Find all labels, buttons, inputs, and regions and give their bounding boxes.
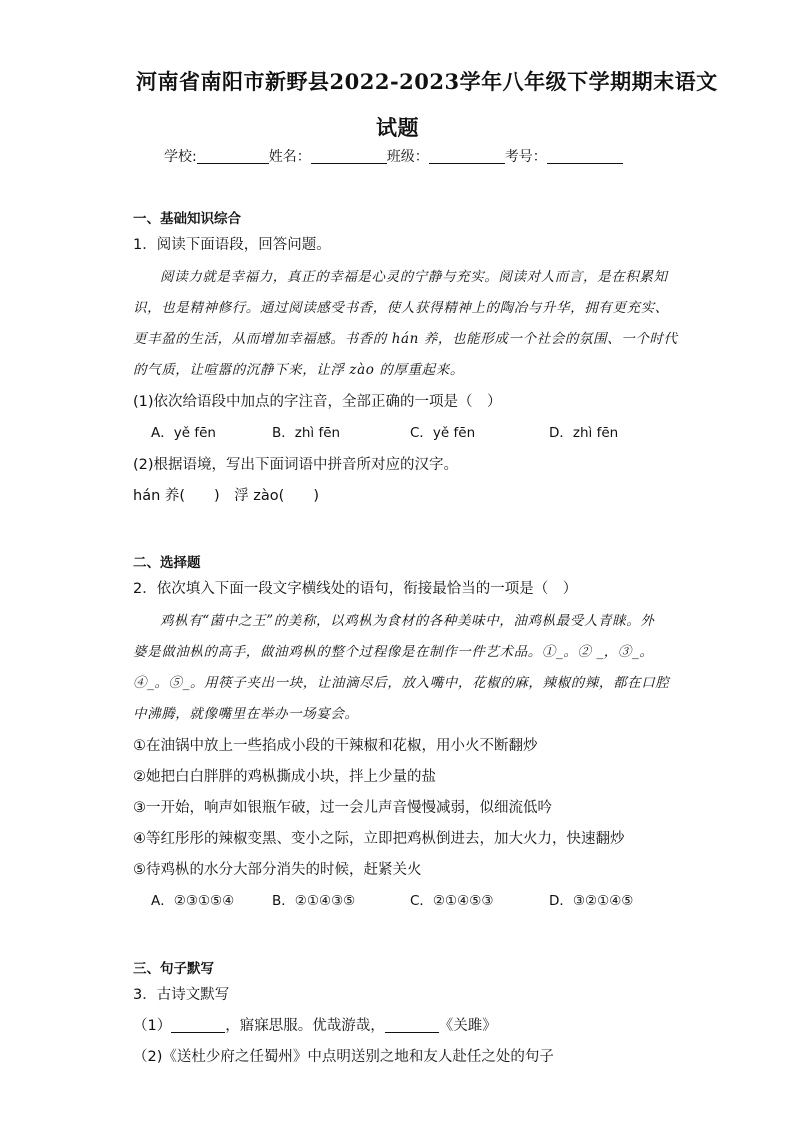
option-b[interactable]: B．zhì fēn (272, 425, 341, 441)
item-number: （1） (133, 1018, 172, 1034)
section-heading-2: 二、选择题 (133, 555, 201, 571)
option-b[interactable]: B．②①④③⑤ (272, 893, 356, 909)
passage-2-line: ④_。⑤_。用筷子夹出一块，让油滴尽后，放入嘴中，花椒的麻，辣椒的辣，都在口腔 (133, 675, 670, 691)
passage-1-line: 更丰盈的生活，从而增加幸福感。书香的 hán 养，也能形成一个社会的氛围、一个时代 (133, 331, 678, 347)
class-label: 班级： (386, 149, 429, 165)
question-1: 1．阅读下面语段，回答问题。 (133, 237, 331, 253)
option-a[interactable]: A．②③①⑤④ (151, 893, 235, 909)
question-2: 2．依次填入下面一段文字横线处的语句，衔接最恰当的一项是（ ） (133, 581, 578, 597)
answer-blank[interactable] (385, 1018, 439, 1033)
answer-blank[interactable] (171, 1018, 225, 1033)
sentence-item: ④等红彤彤的辣椒变黑、变小之际，立即把鸡枞倒进去，加大火力，快速翻炒 (133, 831, 625, 847)
passage-1-line: 阅读力就是幸福力，真正的幸福是心灵的宁静与充实。阅读对人而言，是在积累知 (160, 269, 668, 285)
recitation-line-1 (133, 1014, 497, 1035)
sub-question-1: (1)依次给语段中加点的字注音，全部正确的一项是（ ） (133, 394, 502, 410)
option-c[interactable]: C．②①④⑤③ (410, 893, 494, 909)
option-d[interactable]: D．③②①④⑤ (549, 893, 634, 909)
poem-source: 《关雎》 (438, 1018, 497, 1034)
passage-2-line: 婆是做油枞的高手，做油鸡枞的整个过程像是在制作一件艺术品。①_。② _，③_。 (133, 644, 654, 660)
passage-1-line: 识，也是精神修行。通过阅读感受书香，使人获得精神上的陶冶与升华，拥有更充实、 (133, 300, 669, 316)
poem-text: ，寤寐思服。优哉游哉， (225, 1018, 385, 1034)
name-blank[interactable] (311, 149, 387, 164)
number-label: 考号： (504, 149, 547, 165)
page-title-line2: 试题 (376, 115, 419, 140)
number-blank[interactable] (547, 149, 623, 164)
option-a[interactable]: A．yě fēn (151, 425, 216, 441)
school-label: 学校: (164, 149, 197, 165)
option-d[interactable]: D．zhì fēn (549, 425, 619, 441)
section-heading-3: 三、句子默写 (133, 961, 214, 977)
sentence-item: ③一开始，响声如银瓶乍破，过一会儿声音慢慢减弱，似细流低吟 (133, 800, 552, 816)
passage-2-line: 中沸腾，就像嘴里在举办一场宴会。 (133, 706, 359, 722)
sentence-item: ②她把白白胖胖的鸡枞撕成小块，拌上少量的盐 (133, 769, 436, 785)
name-label: 姓名： (268, 149, 311, 165)
question-3: 3．古诗文默写 (133, 987, 230, 1003)
passage-1-line: 的气质，让喧嚣的沉静下来，让浮 zào 的厚重起来。 (133, 362, 464, 378)
page-title-line1: 河南省南阳市新野县2022-2023学年八年级下学期期末语文 (136, 69, 718, 94)
student-info-line (164, 146, 623, 166)
sub-question-2: (2)根据语境，写出下面词语中拼音所对应的汉字。 (133, 457, 459, 473)
class-blank[interactable] (429, 149, 505, 164)
sentence-item: ⑤待鸡枞的水分大部分消失的时候，赶紧关火 (133, 862, 422, 878)
fill-in-line: hán 养( ) 浮 zào( ) (133, 488, 319, 504)
sentence-item: ①在油锅中放上一些掐成小段的干辣椒和花椒，用小火不断翻炒 (133, 738, 538, 754)
section-heading-1: 一、基础知识综合 (133, 211, 241, 227)
passage-2-line: 鸡枞有“菌中之王”的美称，以鸡枞为食材的各种美味中，油鸡枞最受人青睐。外 (160, 613, 655, 629)
option-c[interactable]: C．yě fēn (410, 425, 476, 441)
recitation-line-2: （2)《送杜少府之任蜀州》中点明送别之地和友人赴任之处的句子 (133, 1049, 554, 1065)
school-blank[interactable] (197, 149, 269, 164)
